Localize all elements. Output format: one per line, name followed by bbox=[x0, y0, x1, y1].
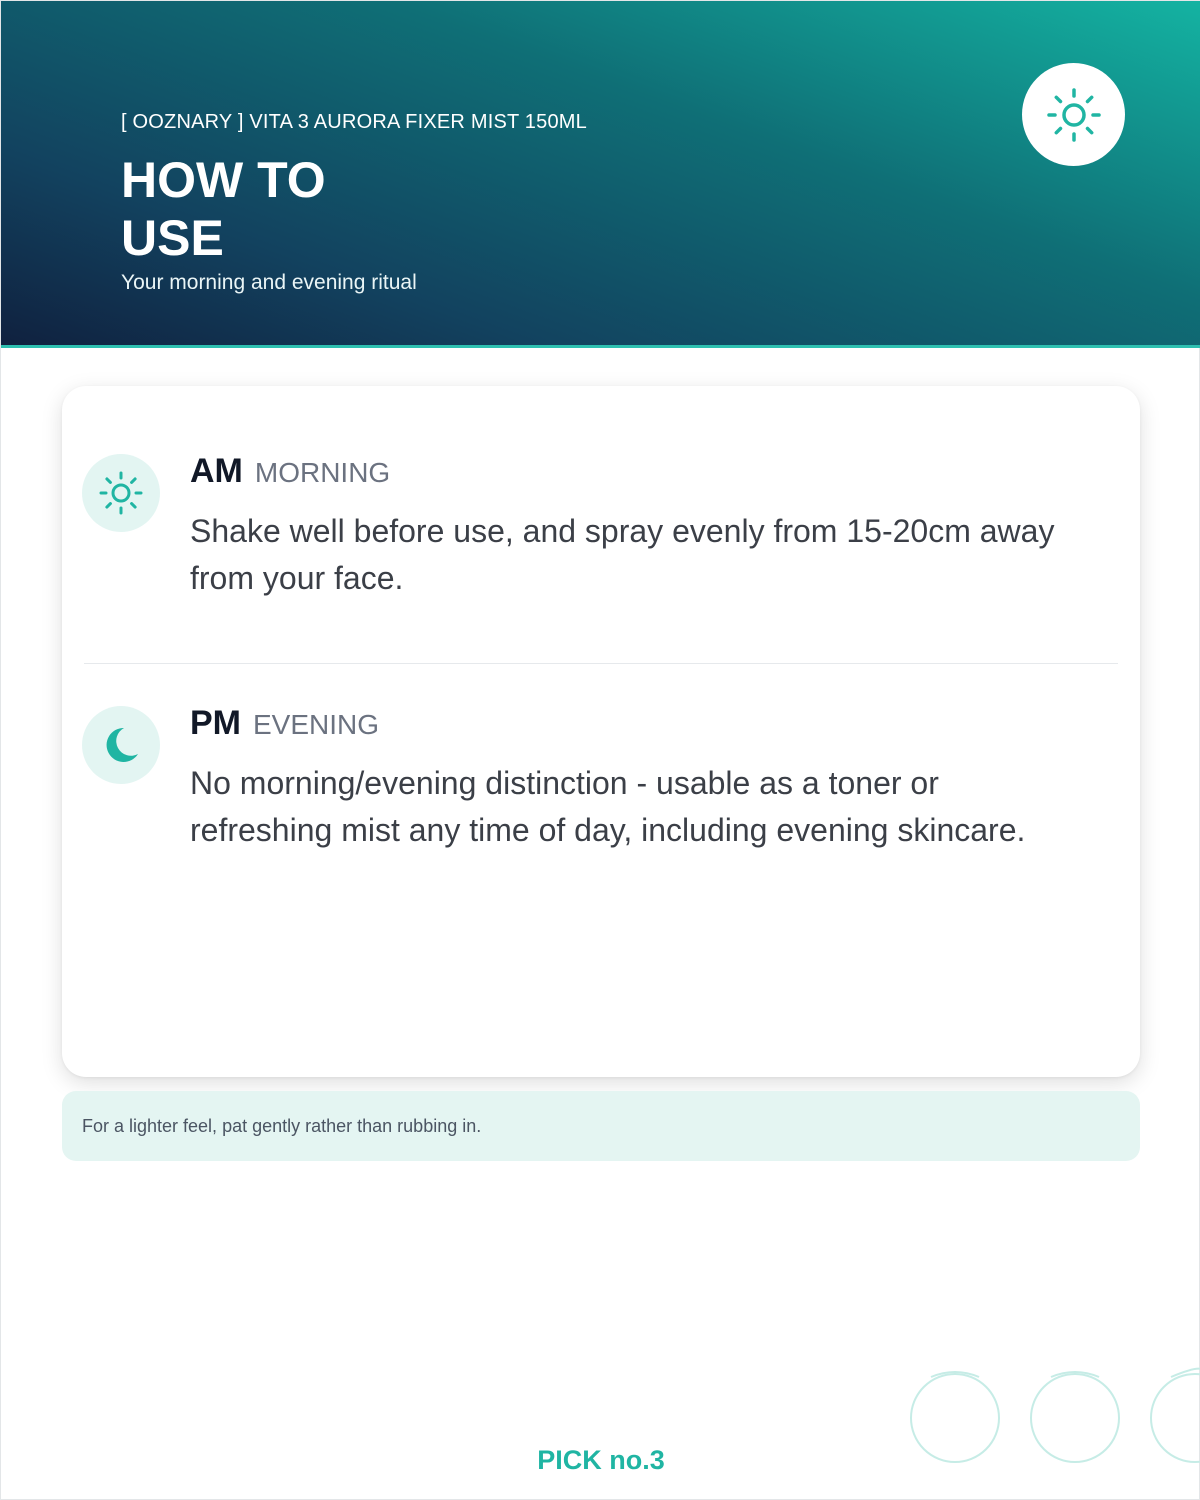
pick-number: PICK no.3 bbox=[537, 1445, 665, 1475]
tip-banner bbox=[62, 1091, 1140, 1161]
header-banner bbox=[1, 1, 1200, 348]
sun-icon bbox=[1044, 85, 1104, 145]
product-name: [ OOZNARY ] VITA 3 AURORA FIXER MIST 150ML bbox=[121, 111, 587, 133]
am-step-heading bbox=[190, 452, 390, 491]
page-subtitle: Your morning and evening ritual bbox=[121, 271, 417, 294]
am-instructions: Shake well before use, and spray evenly from 15-20cm away from your face. bbox=[190, 513, 1055, 596]
tip-text: For a lighter feel, pat gently rather than rubbing in. bbox=[82, 1115, 482, 1136]
sun-icon bbox=[97, 469, 145, 517]
step-divider bbox=[84, 663, 1118, 664]
pm-code: PM bbox=[190, 704, 241, 742]
pm-step-heading bbox=[190, 704, 379, 743]
am-code: AM bbox=[190, 452, 243, 490]
moon-icon bbox=[97, 721, 145, 769]
pm-instructions: No morning/evening distinction - usable as a toner or refreshing mist any time of day, including evening skincare. bbox=[190, 765, 1026, 848]
pm-label: EVENING bbox=[253, 709, 380, 740]
am-label: MORNING bbox=[254, 457, 391, 488]
page-title: HOW TO USE bbox=[121, 152, 326, 266]
am-icon-badge bbox=[82, 454, 160, 532]
pm-icon-badge bbox=[82, 706, 160, 784]
header-sun-badge bbox=[1022, 63, 1125, 166]
usage-card bbox=[62, 386, 1140, 1077]
